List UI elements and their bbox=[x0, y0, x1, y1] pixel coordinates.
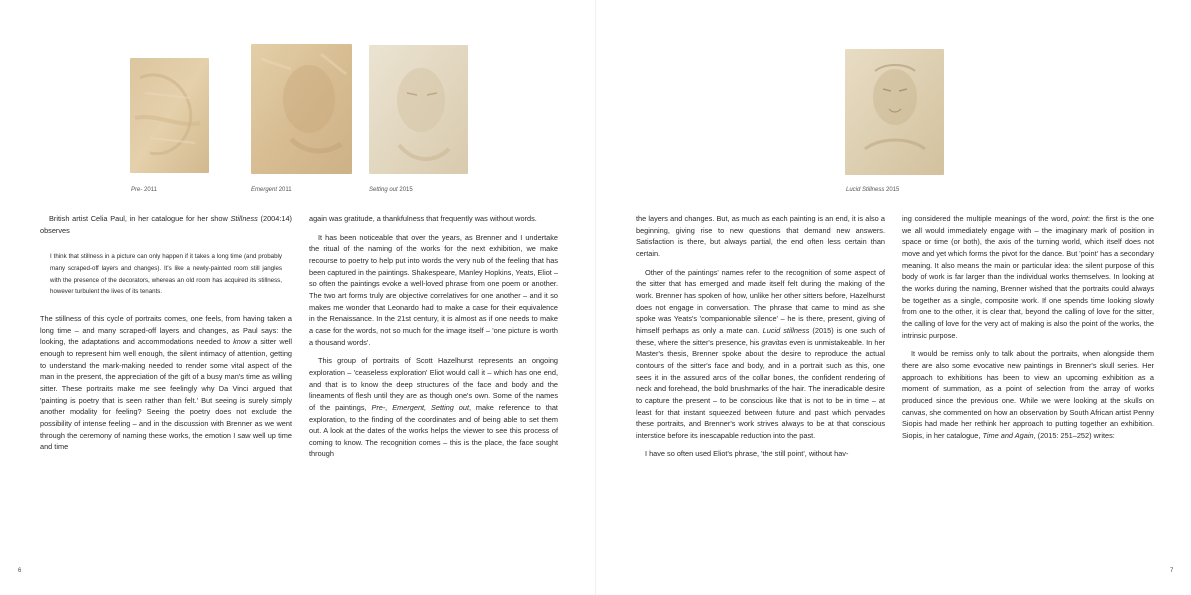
artwork-lucid-stillness-image bbox=[845, 49, 944, 175]
caption-title: Lucid Stillness bbox=[846, 187, 885, 193]
paragraph: It would be remiss only to talk about the portraits, when alongside them there are also some evocative new paintings in Brenner's skull series. Her approach to exhibitions has been to view an upcoming exhibition as a moment of summation, as a point of selection from the array of works produced since the previous one. While we were looking at the skulls on canvas, she commented on how an observation by South African artist Penny Siopis had made her rethink her approach to putting together an exhibition. Siopis, in her catalogue, Time and Again, (2015: 251–252) writes: bbox=[902, 349, 1154, 440]
caption-year: 2015 bbox=[399, 187, 413, 193]
caption-title: Emergent bbox=[251, 187, 278, 193]
page-number-right: 7 bbox=[1170, 568, 1174, 574]
caption-title: Pre- bbox=[131, 187, 143, 193]
caption-title: Setting out bbox=[369, 187, 398, 193]
artwork-pre-image bbox=[130, 58, 209, 173]
paragraph: British artist Celia Paul, in her catalogue for her show Stillness (2004:14) observes bbox=[40, 214, 292, 235]
paragraph: again was gratitude, a thankfulness that frequently was without words. bbox=[309, 214, 537, 223]
artwork-setting-out-caption bbox=[369, 187, 413, 193]
artwork-emergent-caption bbox=[251, 187, 292, 193]
paragraph: It has been noticeable that over the years, as Brenner and I undertake the ritual of the naming of the works for the next exhibition, we make recourse to poetry to help put into words the very nub of the feeling that has been captured in the paintings. Shakespeare, Manley Hopkins, Yeats, Eliot – so often the paintings evoke a well-loved phrase from one poem or another. The two art forms truly are objective correlatives for one another – and it so makes me wonder that Leonardo had to make a case for their equivalence in the Renaissance. In the 21st century, it is almost as if one needs to make a case for the words, not so much for the image itself – 'one picture is worth a thousand words'. bbox=[309, 232, 558, 347]
paragraph: ing considered the multiple meanings of the word, point: the first is the one we all would immediately engage with – the imaginary mark of position in space or time (or both), the axis of the turning world, which itself does not move and yet which forms the pivot for the dance. But 'point' has a secondary meaning. It also means the main or particular idea: the silent purpose of this body of work is far larger than the individual works themselves. In looking at the works during the naming, Brenner wished that the portraits could always be together as a single, composite work. If one spends time looking slowly from one to the other, it is clear that, beyond the calling of love for the sitter, the calling of love for the very act of making is also the point of the works, the intrinsic purpose. bbox=[902, 214, 1154, 340]
left-page bbox=[0, 0, 595, 595]
right-page bbox=[596, 0, 1191, 595]
artwork-pre-caption bbox=[131, 187, 157, 193]
paragraph: The stillness of this cycle of portraits comes, one feels, from having taken a long time – and many scraped-off layers and changes, as Paul says: the looking, the adaptations and accommodations needed to know a sitter well enough to represent him well enough, the silent intimacy of attention, getting to understand the mark-making needed to render some vital aspect of the man in the present, the appreciation of the gift of a busy man's time as willing sitter. These portraits make me see feelingly why Da Vinci argued that 'painting is poetry that is seen rather than felt.' But seeing is surely simply another modality for feeling? Seeing the poetry does not exclude the possibility of intense feeling – and in the discussion with Brenner as we went through the ceremony of naming these works, the emotion I saw well up time and time bbox=[40, 313, 292, 452]
caption-year: 2011 bbox=[144, 187, 157, 193]
caption-year: 2015 bbox=[886, 187, 900, 193]
caption-year: 2011 bbox=[278, 187, 292, 193]
paragraph: This group of portraits of Scott Hazelhurst represents an ongoing exploration – 'ceaseless exploration' Eliot would call it – which has one end, and that is to know the deep structures of the face and body and the lineaments of flesh until they are as though one's own. Some of the names of the paintings, Pre-, Emergent, Setting out, make reference to that exploration, to the finding of the coordinates and of being able to set them out. A look at the dates of the works helps the viewer to see this process of coming to know. The recognition comes – this is the place, the face sought through bbox=[309, 356, 558, 459]
block-quote: I think that stillness in a picture can only happen if it takes a long time (and probably many scraped-off layers and changes). It's like a newly-painted room still jangles with the presence of the decorators, whereas an old room has acquired its stillness, however turbulent the lives of its tenants. bbox=[50, 253, 282, 296]
artwork-lucid-stillness-caption bbox=[846, 187, 899, 193]
right-column-1 bbox=[636, 213, 885, 460]
paragraph: Other of the paintings' names refer to the recognition of some aspect of the sitter that has emerged and made itself felt during the making of the work. Brenner has spoken of how, unlike her other sitters before, Hazelhurst does not engage in conversation. The phrase that came to mind as she spoke was Yeats's 'companionable silence' – he is there, present, giving of himself perhaps as only a mate can. Lucid stillness (2015) is one such of these, where the sitter's presence, his gravitas even is unmistakeable. In her Master's thesis, Brenner spoke about the desire to reproduce the actual contours of the sitter's face and body, and in a portrait such as this, one sees it in the assured arcs of the collar bones, the confident rendering of neck and forehead, the bold brushmarks of the hair. The ineradicable desire to capture the present – to be conscious like that is not to be in time – at least for that instant squeezed between future and past which pervades these portraits, and Brenner's work strives always to be at that conscious interstice before its inescapable reduction into the past. bbox=[636, 267, 886, 440]
paragraph: the layers and changes. But, as much as each painting is an end, it is also a beginning, giving rise to new questions that demand new answers. Satisfaction is there, but always partial, the end often less certain than certain. bbox=[636, 214, 885, 258]
right-column-2 bbox=[902, 213, 1154, 441]
paragraph: I have so often used Eliot's phrase, 'the still point', without hav- bbox=[645, 449, 849, 459]
page-number-left: 6 bbox=[18, 568, 22, 574]
artwork-emergent-image bbox=[251, 44, 352, 174]
left-column-1 bbox=[40, 213, 292, 453]
left-column-2 bbox=[309, 213, 558, 460]
artwork-setting-out-image bbox=[369, 45, 468, 174]
